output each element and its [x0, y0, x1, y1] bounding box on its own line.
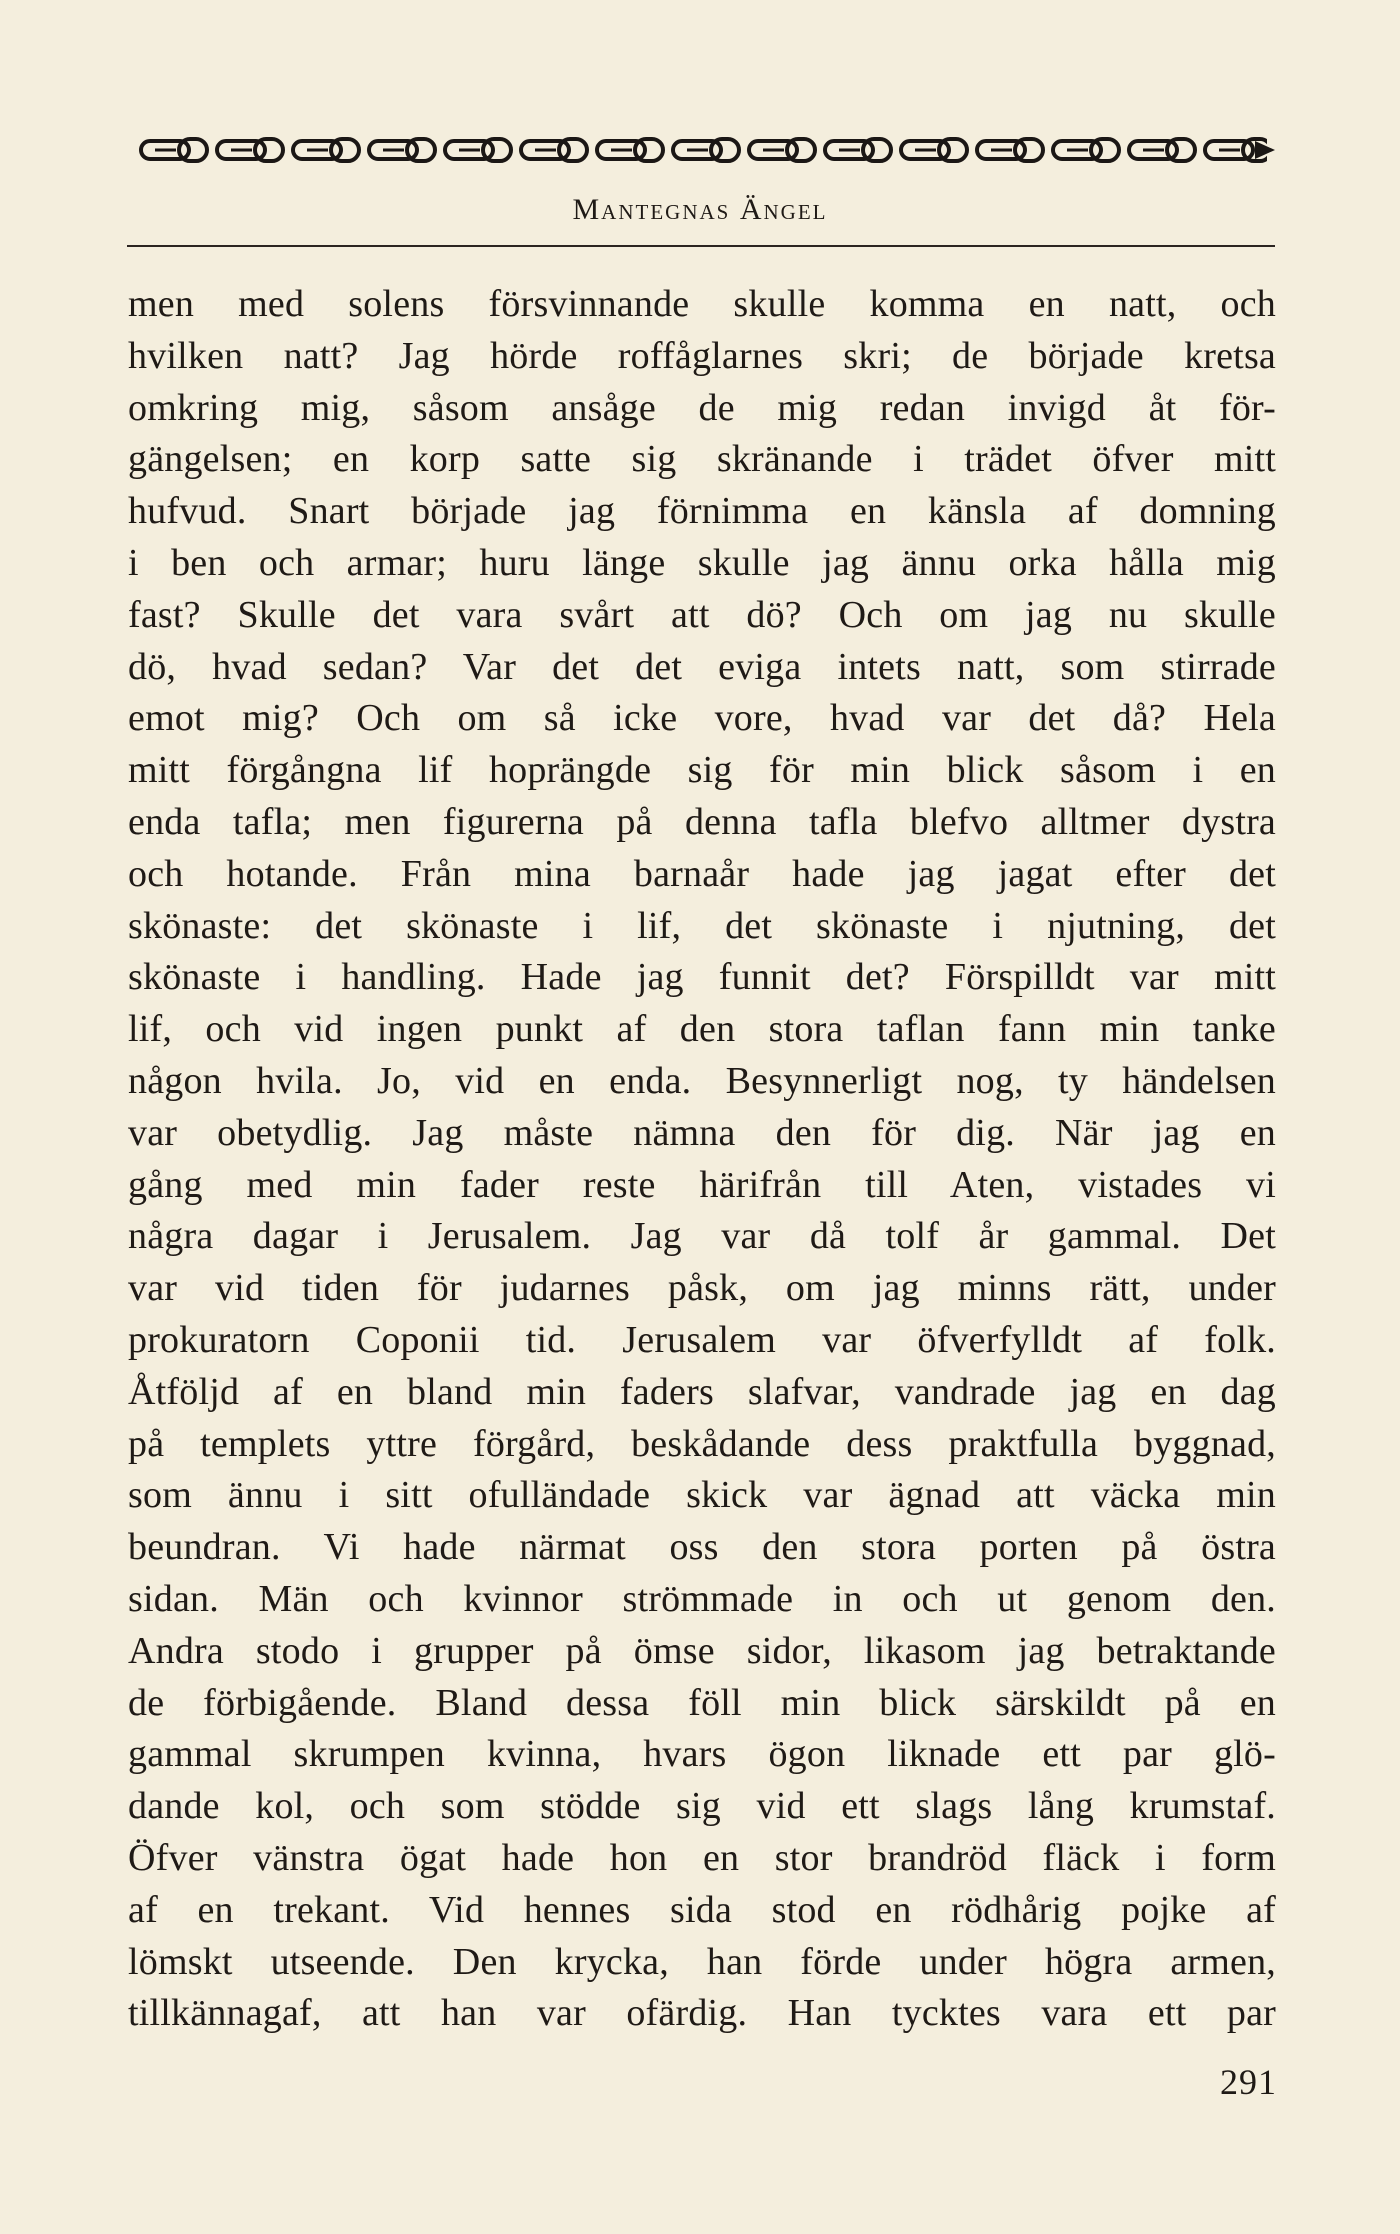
- page-number: 291: [1220, 2062, 1277, 2102]
- text-line: omkring mig, såsom ansåge de mig redan invigd åt för-: [128, 386, 1276, 429]
- text-line: emot mig? Och om så icke vore, hvad var det då? Hela: [128, 697, 1276, 740]
- text-line: fast? Skulle det vara svårt att dö? Och om jag nu skulle: [128, 593, 1276, 636]
- text-line: lif, och vid ingen punkt af den stora taflan fann min tanke: [128, 1008, 1276, 1051]
- chain-ornament-icon: [137, 133, 1278, 167]
- text-line: och hotande. Från mina barnaår hade jag jagat efter det: [128, 852, 1276, 895]
- text-line: någon hvila. Jo, vid en enda. Besynnerligt nog, ty händelsen: [128, 1059, 1276, 1102]
- text-line: dande kol, och som stödde sig vid ett slags lång krumstaf.: [128, 1785, 1276, 1828]
- text-line: Andra stodo i grupper på ömse sidor, likasom jag betraktande: [128, 1629, 1276, 1672]
- text-line: dö, hvad sedan? Var det det eviga intets natt, som stirrade: [128, 645, 1276, 688]
- text-line: gammal skrumpen kvinna, hvars ögon liknade ett par glö-: [128, 1733, 1276, 1776]
- text-line: gång med min fader reste härifrån till Aten, vistades vi: [128, 1163, 1276, 1206]
- text-line: skönaste: det skönaste i lif, det skönaste i njutning, det: [128, 904, 1276, 947]
- running-title: Mantegnas Ängel: [572, 193, 828, 226]
- text-line: men med solens försvinnande skulle komma en natt, och: [128, 283, 1276, 325]
- text-line: beundran. Vi hade närmat oss den stora porten på östra: [128, 1526, 1276, 1569]
- text-line: gängelsen; en korp satte sig skränande i trädet öfver mitt: [128, 438, 1276, 481]
- text-line: Åtföljd af en bland min faders slafvar, vandrade jag en dag: [128, 1370, 1276, 1413]
- text-line: på templets yttre förgård, beskådande dess praktfulla byggnad,: [128, 1422, 1276, 1465]
- body-text: [128, 279, 1276, 2040]
- text-line: några dagar i Jerusalem. Jag var då tolf år gammal. Det: [128, 1215, 1276, 1258]
- text-line: sidan. Män och kvinnor strömmade in och ut genom den.: [128, 1577, 1276, 1620]
- text-line: enda tafla; men figurerna på denna tafla blefvo alltmer dystra: [128, 800, 1276, 843]
- text-line: var obetydlig. Jag måste nämna den för dig. När jag en: [128, 1111, 1276, 1154]
- text-line: var vid tiden för judarnes påsk, om jag minns rätt, under: [128, 1267, 1276, 1310]
- header-rule: [127, 245, 1275, 247]
- text-line: i ben och armar; huru länge skulle jag ännu orka hålla mig: [128, 541, 1276, 584]
- text-line: hufvud. Snart började jag förnimma en känsla af domning: [128, 490, 1276, 533]
- text-line: prokuratorn Coponii tid. Jerusalem var öfverfylldt af folk.: [128, 1318, 1276, 1361]
- text-line: hvilken natt? Jag hörde roffåglarnes skri; de började kretsa: [128, 334, 1276, 377]
- text-line: lömskt utseende. Den krycka, han förde under högra armen,: [128, 1940, 1276, 1983]
- text-line: skönaste i handling. Hade jag funnit det? Förspilldt var mitt: [128, 956, 1276, 999]
- text-line: mitt förgångna lif hoprängde sig för min blick såsom i en: [128, 749, 1276, 792]
- text-line: som ännu i sitt ofulländade skick var ägnad att väcka min: [128, 1474, 1276, 1517]
- text-line: af en trekant. Vid hennes sida stod en rödhårig pojke af: [128, 1888, 1276, 1931]
- text-line: de förbigående. Bland dessa föll min blick särskildt på en: [128, 1681, 1276, 1724]
- text-line: Öfver vänstra ögat hade hon en stor brandröd fläck i form: [128, 1836, 1276, 1879]
- text-line: tillkännagaf, att han var ofärdig. Han tycktes vara ett par: [128, 1992, 1276, 2035]
